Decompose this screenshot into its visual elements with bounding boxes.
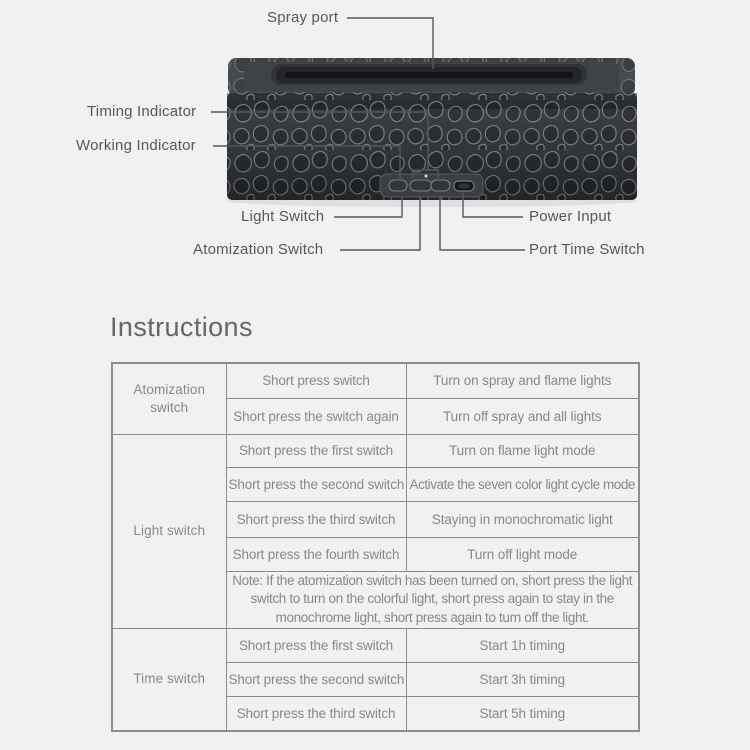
group-header-time: Time switch	[112, 628, 226, 731]
working-indicator-label: Working Indicator	[76, 137, 196, 154]
action-cell: Short press the first switch	[226, 628, 406, 662]
action-cell: Short press the third switch	[226, 696, 406, 731]
action-cell: Short press the second switch	[226, 662, 406, 696]
atomization-switch-button	[410, 180, 432, 191]
result-cell: Turn off light mode	[406, 537, 639, 571]
result-cell: Turn off spray and all lights	[406, 398, 639, 434]
instructions-table	[111, 362, 640, 732]
action-cell: Short press the second switch	[226, 467, 406, 501]
result-cell: Turn on flame light mode	[406, 434, 639, 467]
table-row	[112, 628, 639, 662]
table-row	[112, 363, 639, 398]
instructions-title: Instructions	[110, 312, 253, 342]
atomization-switch-label: Atomization Switch	[193, 241, 324, 258]
table-row	[112, 434, 639, 467]
port-time-switch-label: Port Time Switch	[529, 241, 645, 258]
action-cell: Short press switch	[226, 363, 406, 398]
control-panel	[380, 174, 483, 197]
result-cell: Activate the seven color light cycle mode	[406, 467, 639, 501]
spray-port-label: Spray port	[267, 9, 339, 26]
result-cell: Staying in monochromatic light	[406, 501, 639, 537]
timing-indicator-led	[425, 175, 428, 178]
light-switch-label: Light Switch	[241, 208, 325, 225]
action-cell: Short press the switch again	[226, 398, 406, 434]
device-image	[227, 58, 637, 207]
result-cell: Start 1h timing	[406, 628, 639, 662]
group-header-atomization: Atomization switch	[112, 363, 226, 434]
device-diagram	[0, 0, 750, 300]
action-cell: Short press the third switch	[226, 501, 406, 537]
time-switch-button	[431, 180, 450, 191]
timing-indicator-label: Timing Indicator	[87, 103, 197, 120]
action-cell: Short press the first switch	[226, 434, 406, 467]
action-cell: Short press the fourth switch	[226, 537, 406, 571]
result-cell: Turn on spray and flame lights	[406, 363, 639, 398]
result-cell: Start 3h timing	[406, 662, 639, 696]
group-header-light: Light switch	[112, 434, 226, 628]
note-cell: Note: If the atomization switch has been turned on, short press the light switch to turn on the colorful light, short press again to stay in the monochrome light, short press again to turn off the light.	[226, 571, 639, 628]
power-input-label: Power Input	[529, 208, 612, 225]
light-switch-button	[389, 180, 407, 191]
result-cell: Start 5h timing	[406, 696, 639, 731]
spray-port-slot	[271, 64, 587, 85]
